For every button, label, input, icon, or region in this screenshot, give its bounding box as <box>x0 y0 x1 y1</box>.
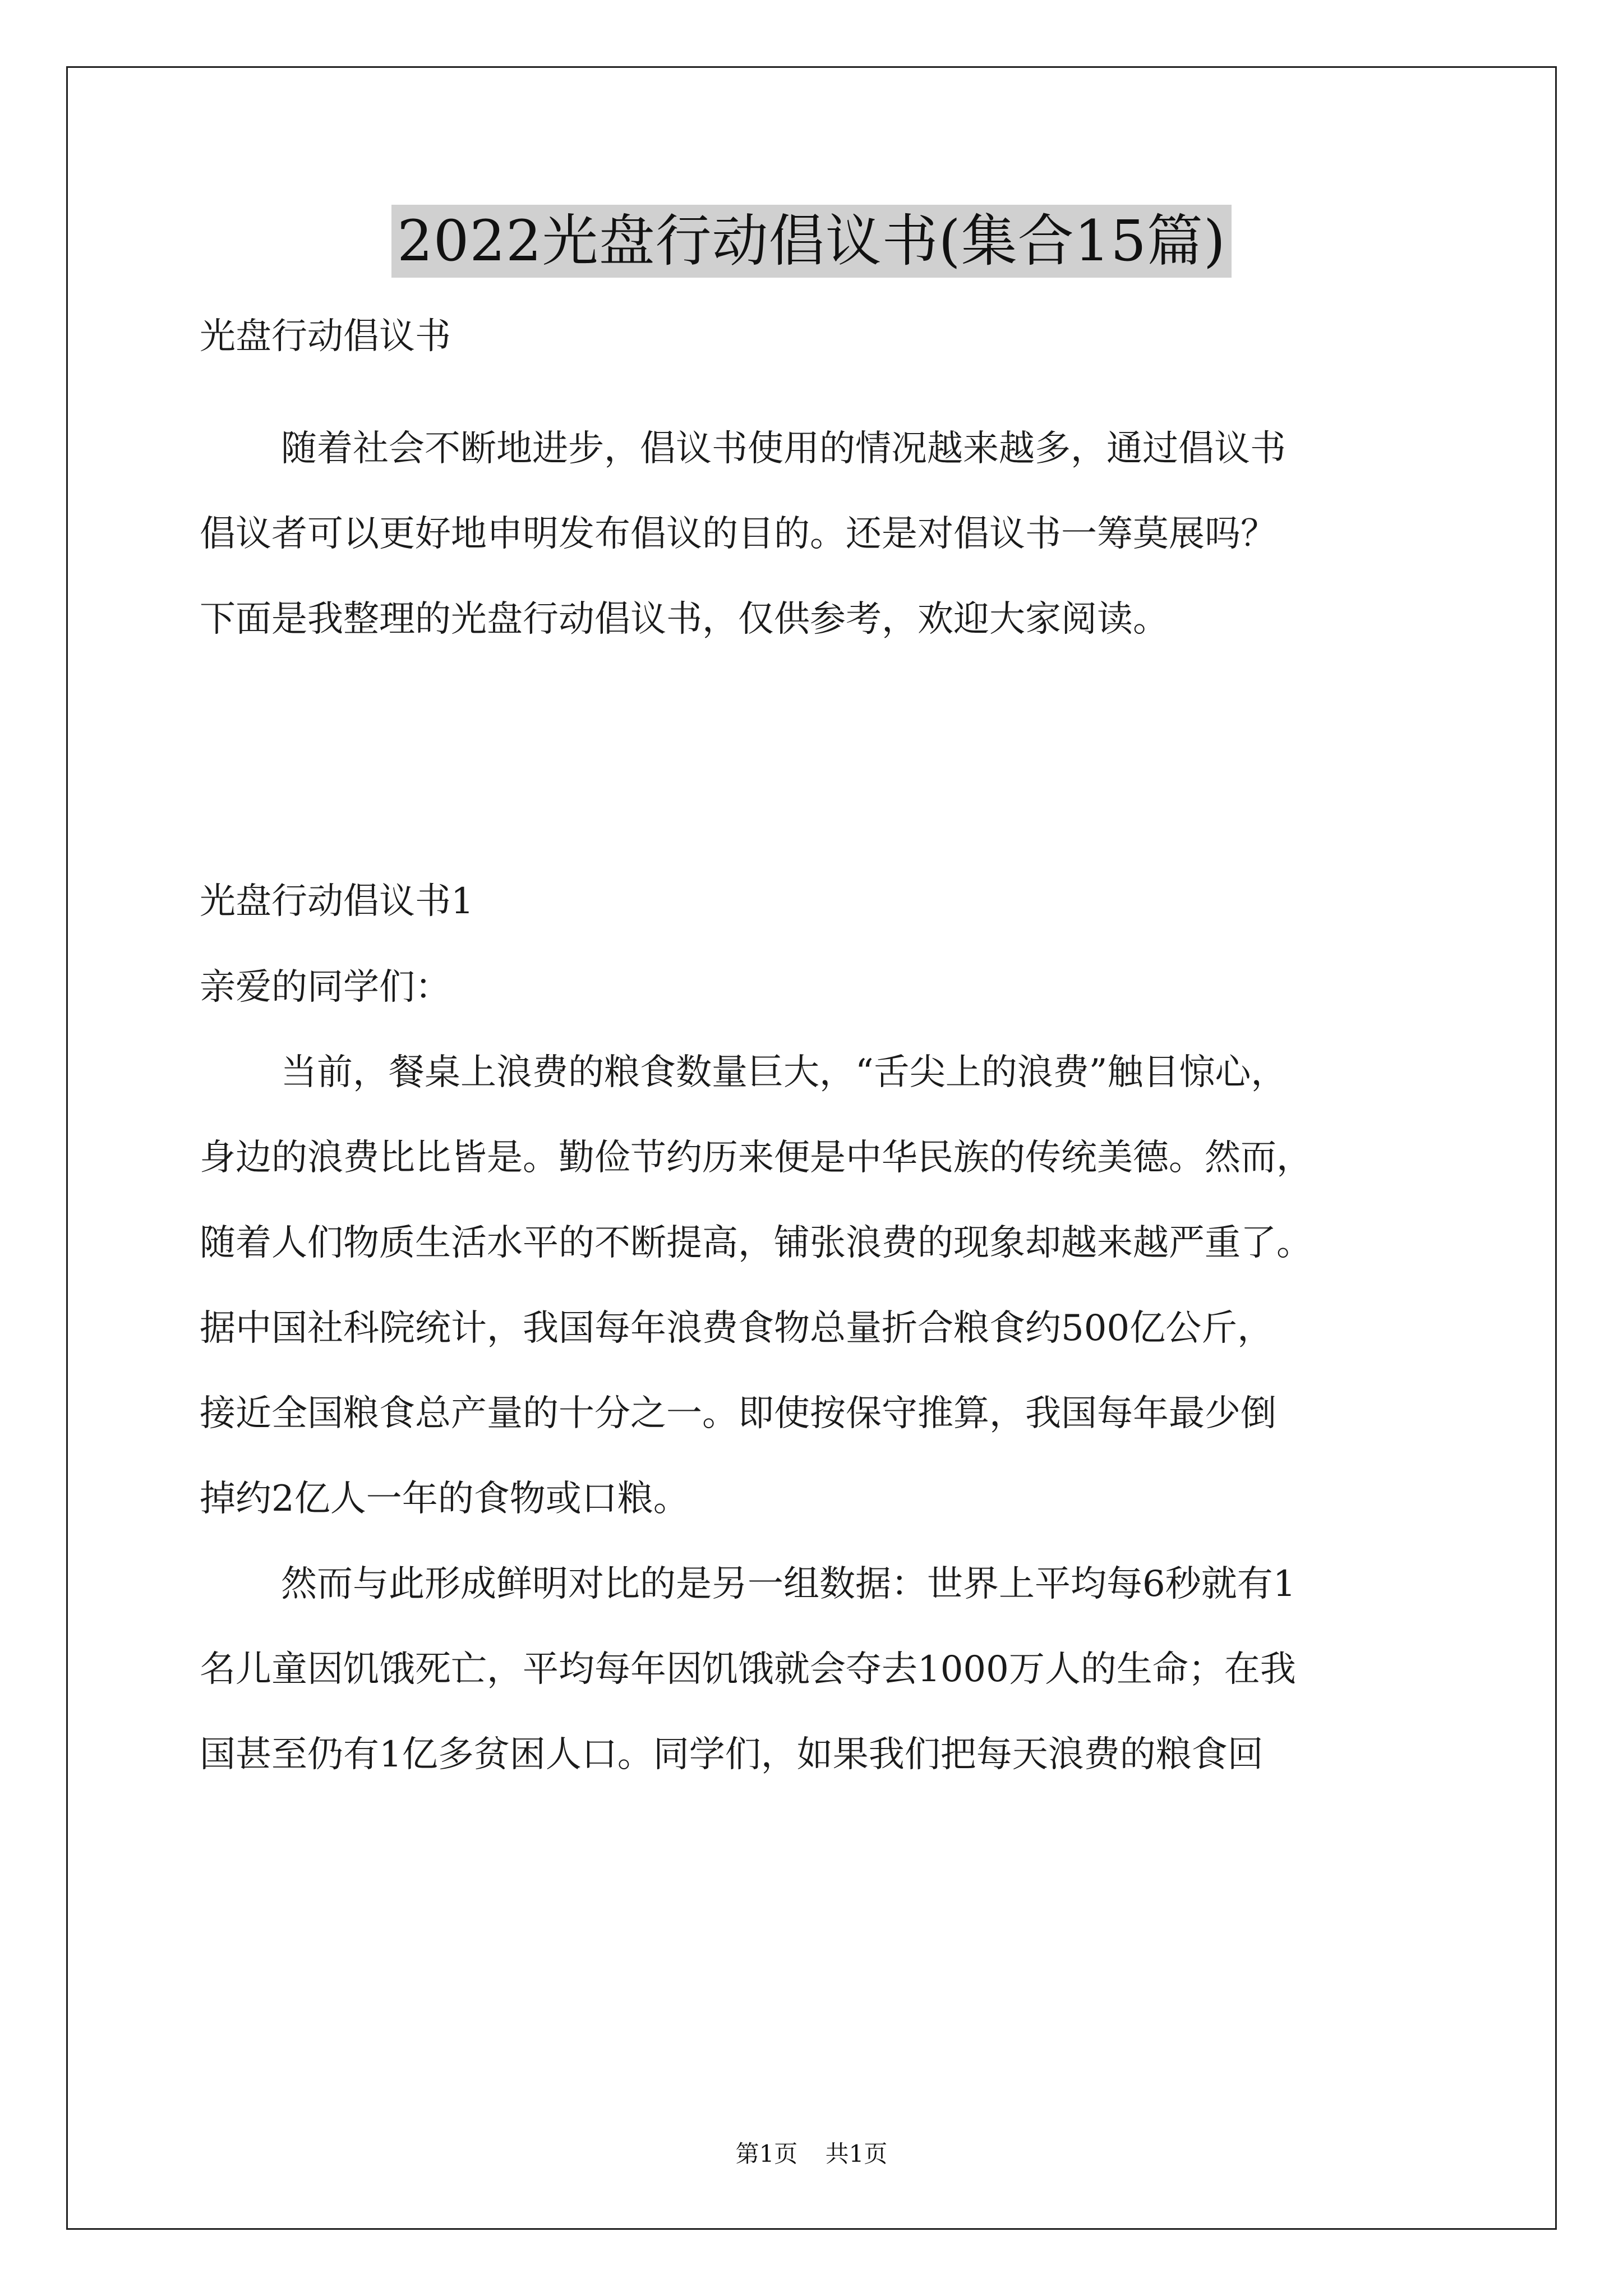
intro-paragraph-line: 随着社会不断地进步，倡议书使用的情况越来越多，通过倡议书 <box>281 428 1286 470</box>
page-total: 共1页 <box>825 2140 888 2168</box>
intro-paragraph-line: 下面是我整理的光盘行动倡议书，仅供参考，欢迎大家阅读。 <box>200 599 1169 640</box>
paragraph-line: 接近全国粮食总产量的十分之一。即使按保守推算，我国每年最少倒 <box>200 1393 1276 1434</box>
paragraph-line: 名儿童因饥饿死亡，平均每年因饥饿就会夺去1000万人的生命；在我 <box>200 1649 1296 1690</box>
paragraph-line: 然而与此形成鲜明对比的是另一组数据：世界上平均每6秒就有1 <box>281 1563 1296 1605</box>
paragraph-line: 据中国社科院统计，我国每年浪费食物总量折合粮食约500亿公斤， <box>200 1308 1274 1349</box>
page-number: 第1页 <box>735 2140 798 2168</box>
salutation: 亲爱的同学们： <box>200 967 451 1008</box>
paragraph-line: 掉约2亿人一年的食物或口粮。 <box>200 1478 689 1520</box>
title-container <box>0 205 1623 278</box>
paragraph-line: 国甚至仍有1亿多贫困人口。同学们，如果我们把每天浪费的粮食回 <box>200 1734 1264 1775</box>
document-title: 2022光盘行动倡议书(集合15篇) <box>391 205 1232 278</box>
intro-paragraph-line: 倡议者可以更好地申明发布倡议的目的。还是对倡议书一筹莫展吗？ <box>200 513 1276 555</box>
paragraph-line: 身边的浪费比比皆是。勤俭节约历来便是中华民族的传统美德。然而， <box>200 1137 1312 1179</box>
section-heading: 光盘行动倡议书 <box>200 316 451 357</box>
paragraph-line: 当前，餐桌上浪费的粮食数量巨大，“舌尖上的浪费”触目惊心， <box>281 1052 1287 1093</box>
page-footer <box>0 2137 1623 2171</box>
paragraph-line: 随着人们物质生活水平的不断提高，铺张浪费的现象却越来越严重了。 <box>200 1222 1312 1264</box>
section-heading-1: 光盘行动倡议书1 <box>200 881 474 922</box>
